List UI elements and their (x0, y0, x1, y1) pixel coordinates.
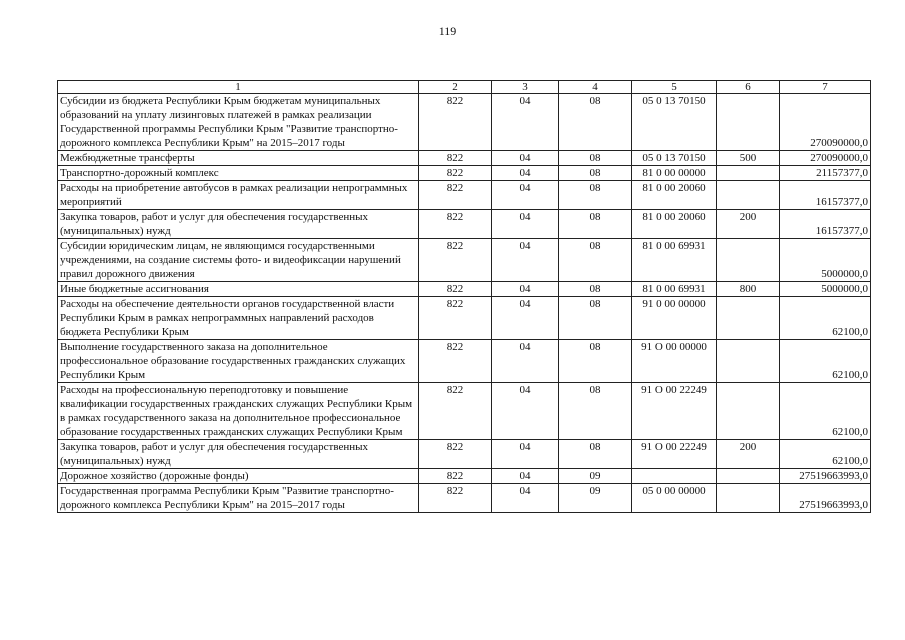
row-name: Закупка товаров, работ и услуг для обеспечения государственных (муниципальных) нужд (58, 210, 419, 239)
table-row (58, 94, 871, 151)
row-section: 04 (492, 239, 559, 282)
row-expense-type (717, 239, 780, 282)
table-row (58, 484, 871, 513)
table-row (58, 282, 871, 297)
row-expense-type (717, 297, 780, 340)
row-amount: 270090000,0 (780, 94, 871, 151)
row-expense-type (717, 166, 780, 181)
row-grbs: 822 (419, 166, 492, 181)
table-row (58, 383, 871, 440)
row-expense-type (717, 484, 780, 513)
row-grbs: 822 (419, 484, 492, 513)
row-section: 04 (492, 166, 559, 181)
header-col-2: 2 (419, 81, 492, 94)
row-expense-type (717, 469, 780, 484)
header-col-6: 6 (717, 81, 780, 94)
row-target-article: 91 0 00 00000 (632, 297, 717, 340)
row-section: 04 (492, 282, 559, 297)
row-grbs: 822 (419, 210, 492, 239)
header-col-1: 1 (58, 81, 419, 94)
row-name: Расходы на приобретение автобусов в рамках реализации непрограммных мероприятий (58, 181, 419, 210)
row-section: 04 (492, 210, 559, 239)
row-amount: 16157377,0 (780, 210, 871, 239)
row-name: Дорожное хозяйство (дорожные фонды) (58, 469, 419, 484)
row-subsection: 08 (559, 210, 632, 239)
row-subsection: 08 (559, 340, 632, 383)
row-section: 04 (492, 151, 559, 166)
row-target-article: 81 0 00 20060 (632, 210, 717, 239)
header-col-3: 3 (492, 81, 559, 94)
row-name: Субсидии юридическим лицам, не являющимся государственными учреждениями, на создание системы фото- и видеофиксации нарушений правил дорожного движения (58, 239, 419, 282)
row-grbs: 822 (419, 282, 492, 297)
row-section: 04 (492, 469, 559, 484)
row-grbs: 822 (419, 94, 492, 151)
row-expense-type (717, 383, 780, 440)
row-target-article: 81 0 00 69931 (632, 239, 717, 282)
row-grbs: 822 (419, 340, 492, 383)
row-amount: 270090000,0 (780, 151, 871, 166)
row-expense-type (717, 340, 780, 383)
row-section: 04 (492, 484, 559, 513)
row-target-article: 05 0 13 70150 (632, 151, 717, 166)
row-target-article: 05 0 13 70150 (632, 94, 717, 151)
table-row (58, 340, 871, 383)
row-section: 04 (492, 94, 559, 151)
row-subsection: 08 (559, 239, 632, 282)
header-col-5: 5 (632, 81, 717, 94)
row-amount: 62100,0 (780, 440, 871, 469)
budget-table (57, 80, 871, 513)
row-name: Субсидии из бюджета Республики Крым бюджетам муниципальных образований на уплату лизинговых платежей в рамках реализации Государственной программы Республики Крым "Развитие транспортно-дорожного комплекса Республики Крым" на 2015–2017 годы (58, 94, 419, 151)
row-subsection: 08 (559, 181, 632, 210)
row-name: Расходы на профессиональную переподготовку и повышение квалификации государственных гражданских служащих Республики Крым в рамках государственного заказа на дополнительное профессиональное образование государственных гражданских служащих Республики Крым (58, 383, 419, 440)
row-expense-type (717, 94, 780, 151)
table-row (58, 210, 871, 239)
row-target-article: 91 О 00 22249 (632, 440, 717, 469)
row-amount: 5000000,0 (780, 239, 871, 282)
row-name: Закупка товаров, работ и услуг для обеспечения государственных (муниципальных) нужд (58, 440, 419, 469)
row-subsection: 08 (559, 94, 632, 151)
row-amount: 27519663993,0 (780, 469, 871, 484)
row-name: Государственная программа Республики Крым "Развитие транспортно-дорожного комплекса Республики Крым" на 2015–2017 годы (58, 484, 419, 513)
row-subsection: 08 (559, 440, 632, 469)
row-amount: 62100,0 (780, 383, 871, 440)
row-grbs: 822 (419, 297, 492, 340)
row-expense-type: 500 (717, 151, 780, 166)
row-section: 04 (492, 340, 559, 383)
table-body (58, 94, 871, 513)
row-amount: 27519663993,0 (780, 484, 871, 513)
row-grbs: 822 (419, 440, 492, 469)
row-section: 04 (492, 383, 559, 440)
row-target-article: 81 0 00 69931 (632, 282, 717, 297)
row-name: Транспортно-дорожный комплекс (58, 166, 419, 181)
row-subsection: 08 (559, 151, 632, 166)
row-name: Межбюджетные трансферты (58, 151, 419, 166)
row-section: 04 (492, 297, 559, 340)
row-subsection: 09 (559, 469, 632, 484)
row-grbs: 822 (419, 181, 492, 210)
table-row (58, 469, 871, 484)
table-row (58, 297, 871, 340)
row-name: Иные бюджетные ассигнования (58, 282, 419, 297)
header-col-7: 7 (780, 81, 871, 94)
row-subsection: 08 (559, 297, 632, 340)
page-number: 119 (438, 24, 457, 38)
row-amount: 62100,0 (780, 297, 871, 340)
row-subsection: 09 (559, 484, 632, 513)
row-amount: 5000000,0 (780, 282, 871, 297)
table-row (58, 440, 871, 469)
row-subsection: 08 (559, 383, 632, 440)
row-grbs: 822 (419, 151, 492, 166)
row-target-article: 81 0 00 00000 (632, 166, 717, 181)
row-amount: 62100,0 (780, 340, 871, 383)
row-target-article: 81 0 00 20060 (632, 181, 717, 210)
row-grbs: 822 (419, 383, 492, 440)
table-row (58, 151, 871, 166)
row-expense-type (717, 181, 780, 210)
row-name: Выполнение государственного заказа на дополнительное профессиональное образование государственных гражданских служащих Республики Крым (58, 340, 419, 383)
table-header-row (58, 81, 871, 94)
row-target-article: 91 О 00 00000 (632, 340, 717, 383)
row-section: 04 (492, 440, 559, 469)
row-expense-type: 800 (717, 282, 780, 297)
row-target-article: 05 0 00 00000 (632, 484, 717, 513)
row-expense-type: 200 (717, 440, 780, 469)
row-name: Расходы на обеспечение деятельности органов государственной власти Республики Крым в рамках непрограммных направлений расходов бюджета Республики Крым (58, 297, 419, 340)
row-target-article (632, 469, 717, 484)
table-row (58, 166, 871, 181)
row-subsection: 08 (559, 282, 632, 297)
header-col-4: 4 (559, 81, 632, 94)
row-grbs: 822 (419, 469, 492, 484)
table-row (58, 181, 871, 210)
row-section: 04 (492, 181, 559, 210)
row-subsection: 08 (559, 166, 632, 181)
row-amount: 21157377,0 (780, 166, 871, 181)
row-amount: 16157377,0 (780, 181, 871, 210)
table-row (58, 239, 871, 282)
row-target-article: 91 О 00 22249 (632, 383, 717, 440)
row-expense-type: 200 (717, 210, 780, 239)
row-grbs: 822 (419, 239, 492, 282)
